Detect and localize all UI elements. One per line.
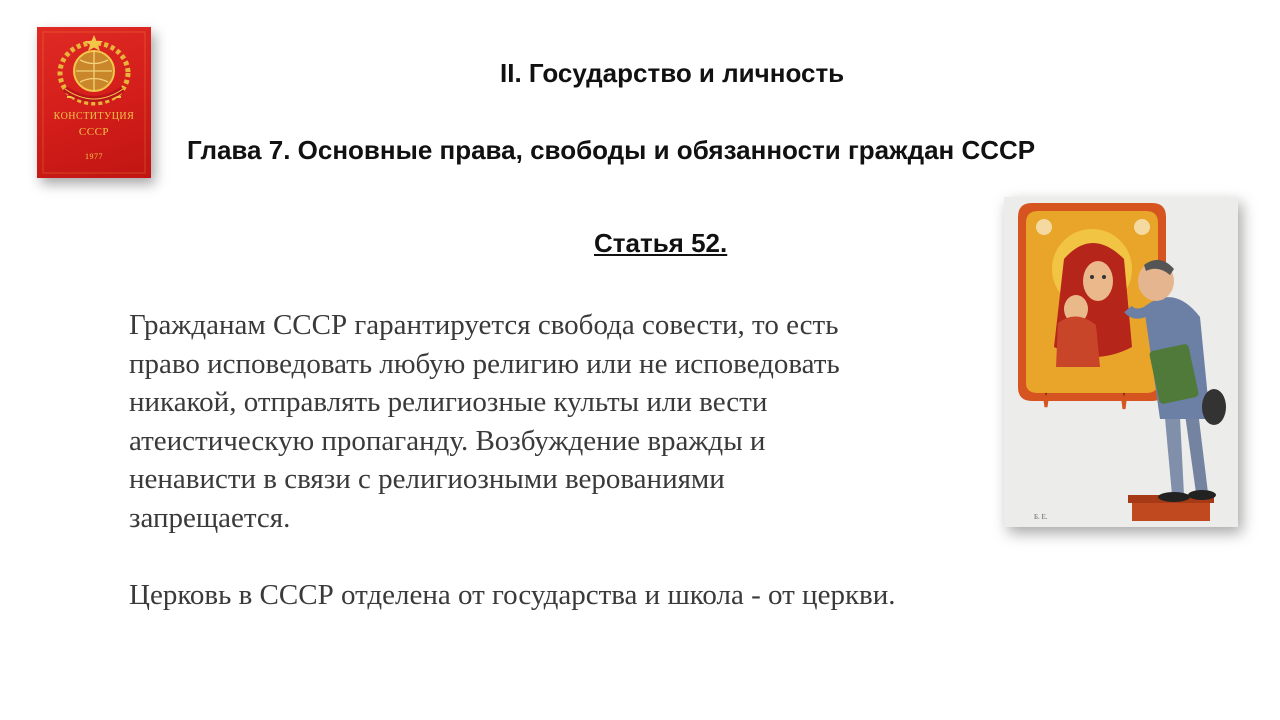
chapter-heading: Глава 7. Основные права, свободы и обязанности граждан СССР: [187, 135, 1036, 165]
caricature-man-kissing-icon: [1004, 197, 1238, 527]
part-heading: II. Государство и личность: [500, 58, 845, 88]
article-text-line: никакой, отправлять религиозные культы или вести: [129, 386, 768, 418]
article-text-church: Церковь в СССР отделена от государства и школа - от церкви.: [129, 579, 896, 611]
cover-year: 1977: [85, 152, 103, 161]
article-text-line: право исповедовать любую религию или не исповедовать: [129, 347, 840, 380]
svg-text:Б. Е.: Б. Е.: [1034, 513, 1048, 521]
cover-title: КОНСТИТУЦИЯ: [53, 111, 135, 122]
article-text-line: запрещается.: [129, 501, 291, 534]
article-text-line: ненависти в связи с религиозными верованиями: [129, 463, 725, 495]
article-text-line: Гражданам СССР гарантируется свобода совести, то есть: [129, 309, 839, 341]
cover-subtitle: СССР: [78, 126, 110, 138]
article-text: [129, 306, 989, 537]
constitution-cover-image: [37, 27, 151, 178]
article-heading: Статья 52.: [594, 228, 728, 258]
caricature-illustration: [1004, 197, 1238, 527]
article-text-line: атеистическую пропаганду. Возбуждение вражды и: [129, 424, 766, 457]
